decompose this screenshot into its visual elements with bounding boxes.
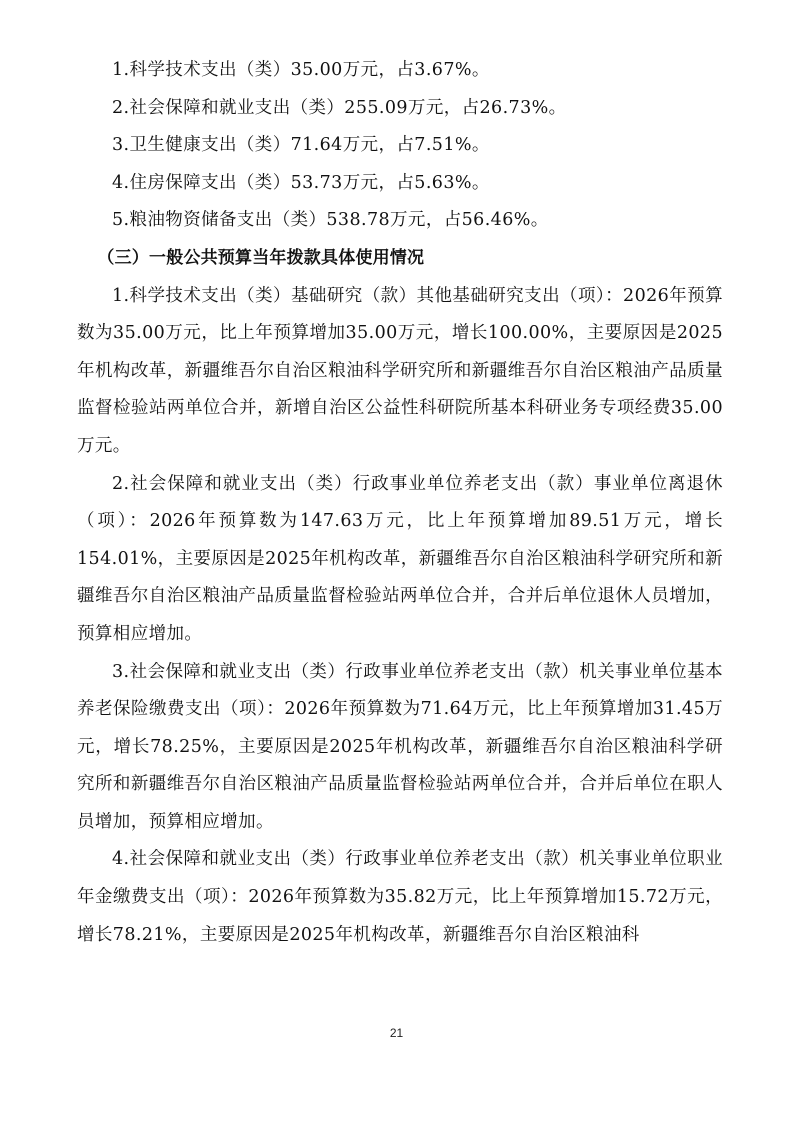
page-body: [77, 52, 723, 954]
summary-item: 2.社会保障和就业支出（类）255.09万元，占26.73%。: [112, 97, 567, 118]
summary-item: 1.科学技术支出（类）35.00万元，占3.67%。: [112, 60, 490, 80]
paragraph: 2.社会保障和就业支出（类）行政事业单位养老支出（款）事业单位离退休（项）：2026年预算数为147.63万元，比上年预算增加89.51万元，增长154.01%，主要原因是2025年机构改革，新疆维吾尔自治区粮油科学研究所和新疆维吾尔自治区粮油产品质量监督检验站两单位合并，合并后单位退休人员增加，预算相应增加。: [77, 473, 723, 644]
paragraph: 4.社会保障和就业支出（类）行政事业单位养老支出（款）机关事业单位职业年金缴费支出（项）：2026年预算数为35.82万元，比上年预算增加15.72万元，增长78.21%，主要原因是2025年机构改革，新疆维吾尔自治区粮油科: [77, 849, 723, 945]
paragraph: 3.社会保障和就业支出（类）行政事业单位养老支出（款）机关事业单位基本养老保险缴费支出（项）：2026年预算数为71.64万元，比上年预算增加31.45万元，增长78.25%，主要原因是2025年机构改革，新疆维吾尔自治区粮油科学研究所和新疆维吾尔自治区粮油产品质量监督检验站两单位合并，合并后单位在职人员增加，预算相应增加。: [77, 661, 723, 832]
summary-item: 4.住房保障支出（类）53.73万元，占5.63%。: [112, 172, 490, 193]
summary-item: 3.卫生健康支出（类）71.64万元，占7.51%。: [112, 135, 490, 156]
section-heading: （三）一般公共预算当年拨款具体使用情况: [97, 247, 425, 268]
page-number: 21: [389, 1026, 404, 1040]
paragraph: 1.科学技术支出（类）基础研究（款）其他基础研究支出（项）：2026年预算数为35.00万元，比上年预算增加35.00万元，增长100.00%，主要原因是2025年机构改革，新疆维吾尔自治区粮油科学研究所和新疆维吾尔自治区粮油产品质量监督检验站两单位合并，新增自治区公益性科研院所基本科研业务专项经费35.00万元。: [77, 285, 723, 456]
summary-item: 5.粮油物资储备支出（类）538.78万元，占56.46%。: [112, 210, 549, 231]
